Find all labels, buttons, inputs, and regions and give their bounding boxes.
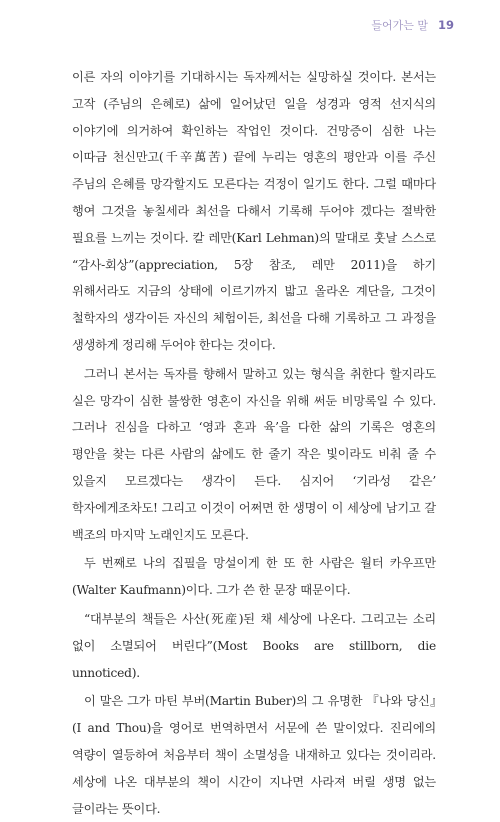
running-title: 들어가는 말 bbox=[371, 19, 428, 32]
running-head bbox=[371, 17, 454, 33]
paragraph-3: 두 번째로 나의 집필을 망설이게 한 또 한 사람은 월터 카우프만(Walter Kaufmann)이다. 그가 쓴 한 문장 때문이다. bbox=[72, 556, 436, 598]
paragraph-5: 이 말은 그가 마틴 부버(Martin Buber)의 그 유명한 『나와 당신』(I and Thou)을 영어로 번역하면서 서문에 쓴 말이었다. 진리에의 역량이 열등하여 처음부터 책이 소멸성을 내재하고 있다는 것이리라. 세상에 나온 대부분의 책이 시간이 지나면 사라져 버릴 생명 없는 글이라는 뜻이다. bbox=[72, 694, 436, 816]
paragraph-2: 그러니 본서는 독자를 향해서 말하고 있는 형식을 취한다 할지라도 실은 망각이 심한 불쌍한 영혼이 자신을 위해 써둔 비망록일 수 있다. 그러나 진심을 다하고 ‘영과 혼과 육’을 다한 삶의 기록은 영혼의 평안을 찾는 다른 사람의 삶에도 한 줄기 작은 빛이라도 비춰 줄 수 있을지 모르겠다는 생각이 든다. 심지어 ‘기라성 같은’ 학자에게조차도! 그리고 이것이 어쩌면 한 생명이 이 세상에 남기고 갈 백조의 마지막 노래인지도 모른다. bbox=[72, 366, 436, 542]
page-number: 19 bbox=[437, 18, 454, 32]
paragraph-1: 이른 자의 이야기를 기대하시는 독자께서는 실망하실 것이다. 본서는 고작 (주님의 은혜로) 삶에 일어났던 일을 성경과 영적 선지식의 이야기에 의거하여 확인하는 작업인 것이다. 건망증이 심한 나는 이따금 천신만고(千辛萬苦) 끝에 누리는 영혼의 평안과 이를 주신 주님의 은혜를 망각할지도 모른다는 걱정이 일기도 한다. 그럴 때마다 행여 그것을 놓칠세라 최선을 다해서 기록해 두어야 겠다는 절박한 필요를 느끼는 것이다. 칼 레만(Karl Lehman)의 말대로 훗날 스스로 “감사-회상”(appreciation, 5장 참조, 레만 2011)을 하기 위해서라도 지금의 상태에 이르기까지 밟고 올라온 계단을, 그것이 철학자의 생각이든 자신의 체험이든, 최선을 다해 기록하고 그 과정을 생생하게 정리해 두어야 한다는 것이다. bbox=[72, 70, 436, 352]
paragraph-4: “대부분의 책들은 사산(死産)된 채 세상에 나온다. 그리고는 소리 없이 소멸되어 버린다”(Most Books are stillborn, die unnoticed). bbox=[72, 611, 436, 680]
page-body bbox=[72, 64, 436, 822]
